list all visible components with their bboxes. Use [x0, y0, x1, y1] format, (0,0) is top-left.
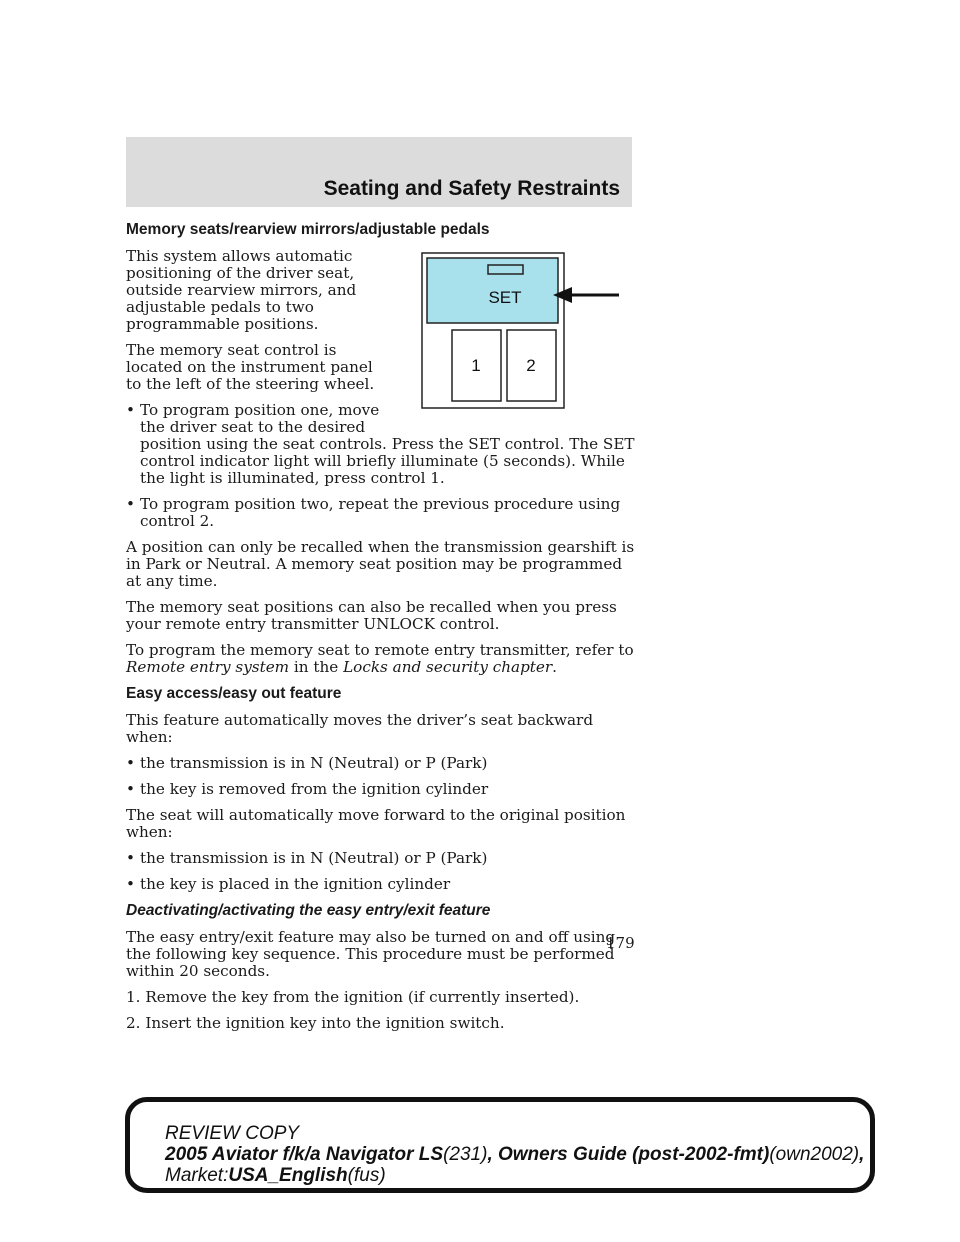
footer-model: 2005 Aviator f/k/a Navigator LS	[165, 1144, 444, 1165]
button-1-label: 1	[471, 356, 481, 375]
footer-guide: Owners Guide (post-2002-fmt)	[498, 1144, 770, 1165]
step-2: 2. Insert the ignition key into the ignition switch.	[126, 1014, 505, 1032]
footer-model-line	[165, 1144, 864, 1165]
locks-chapter-reference: Locks and security chapter	[343, 658, 553, 676]
list-item	[126, 755, 638, 772]
review-copy-label: REVIEW COPY	[165, 1123, 300, 1144]
review-copy-footer-text	[165, 1123, 864, 1186]
bullet-icon: •	[126, 780, 135, 798]
reference-connector: in the	[289, 658, 344, 676]
section-title: Seating and Safety Restraints	[323, 177, 620, 200]
bullet-icon: •	[126, 849, 135, 867]
easy-access-intro: This feature automatically moves the driver’s seat backward when:	[126, 711, 594, 746]
section-header-band	[126, 137, 632, 207]
program-position-one-bullet	[126, 402, 638, 487]
memory-intro-paragraph: This system allows automatic positioning of the driver seat, outside rearview mirrors, and adjustable pedals to two programmable positions.	[126, 247, 357, 333]
set-button-label: SET	[488, 288, 522, 307]
program-position-two-bullet	[126, 496, 638, 530]
reference-period: .	[552, 658, 557, 676]
footer-market-line	[165, 1165, 864, 1186]
footer-market: USA_English	[228, 1165, 348, 1186]
bullet-icon: •	[126, 495, 135, 513]
page-content	[126, 221, 638, 1041]
footer-separator: ,	[487, 1144, 498, 1165]
remote-recall-paragraph: The memory seat positions can also be recalled when you press your remote entry transmitter UNLOCK control.	[126, 598, 617, 633]
list-item	[126, 850, 638, 867]
footer-separator: ,	[859, 1144, 865, 1165]
footer-model-code: (231)	[443, 1144, 488, 1165]
button-2-label: 2	[526, 356, 536, 375]
bullet-text: the key is removed from the ignition cylinder	[140, 780, 489, 798]
remote-program-lead: To program the memory seat to remote entry transmitter, refer to	[126, 641, 634, 659]
bullet-icon: •	[126, 401, 135, 419]
footer-market-label: Market:	[165, 1165, 229, 1186]
easy-access-heading: Easy access/easy out feature	[126, 685, 342, 702]
bullet-icon: •	[126, 875, 135, 893]
list-item	[126, 781, 638, 798]
bullet-text: the transmission is in N (Neutral) or P (Park)	[140, 849, 488, 867]
page-number: 179	[606, 934, 635, 952]
memory-location-paragraph: The memory seat control is located on the instrument panel to the left of the steering wheel.	[126, 341, 375, 393]
bullet-text: the key is placed in the ignition cylinder	[140, 875, 451, 893]
easy-access-intro-forward: The seat will automatically move forward to the original position when:	[126, 806, 626, 841]
bullet-icon: •	[126, 754, 135, 772]
deactivating-paragraph: The easy entry/exit feature may also be turned on and off using the following key sequence. This procedure must be performed within 20 seconds.	[126, 928, 616, 980]
bullet-text-part2: position using the seat controls. Press the SET control. The SET control indicator light will briefly illuminate (5 seconds). While the light is illuminated, press control 1.	[140, 435, 635, 487]
recall-conditions-paragraph: A position can only be recalled when the transmission gearshift is in Park or Neutral. A memory seat position may be programmed at any time.	[126, 538, 635, 590]
list-item	[126, 876, 638, 893]
bullet-text: To program position two, repeat the previous procedure using control 2.	[140, 495, 621, 530]
bullet-text: the transmission is in N (Neutral) or P (Park)	[140, 754, 488, 772]
bullet-text-part1: To program position one, move the driver seat to the desired	[140, 401, 380, 436]
remote-entry-reference: Remote entry system	[126, 658, 290, 676]
step-1: 1. Remove the key from the ignition (if currently inserted).	[126, 988, 580, 1006]
remote-program-paragraph	[126, 642, 638, 676]
memory-heading: Memory seats/rearview mirrors/adjustable pedals	[126, 221, 490, 238]
deactivating-heading: Deactivating/activating the easy entry/exit feature	[126, 902, 491, 919]
footer-guide-code: (own2002)	[769, 1144, 860, 1165]
footer-market-code: (fus)	[347, 1165, 386, 1186]
